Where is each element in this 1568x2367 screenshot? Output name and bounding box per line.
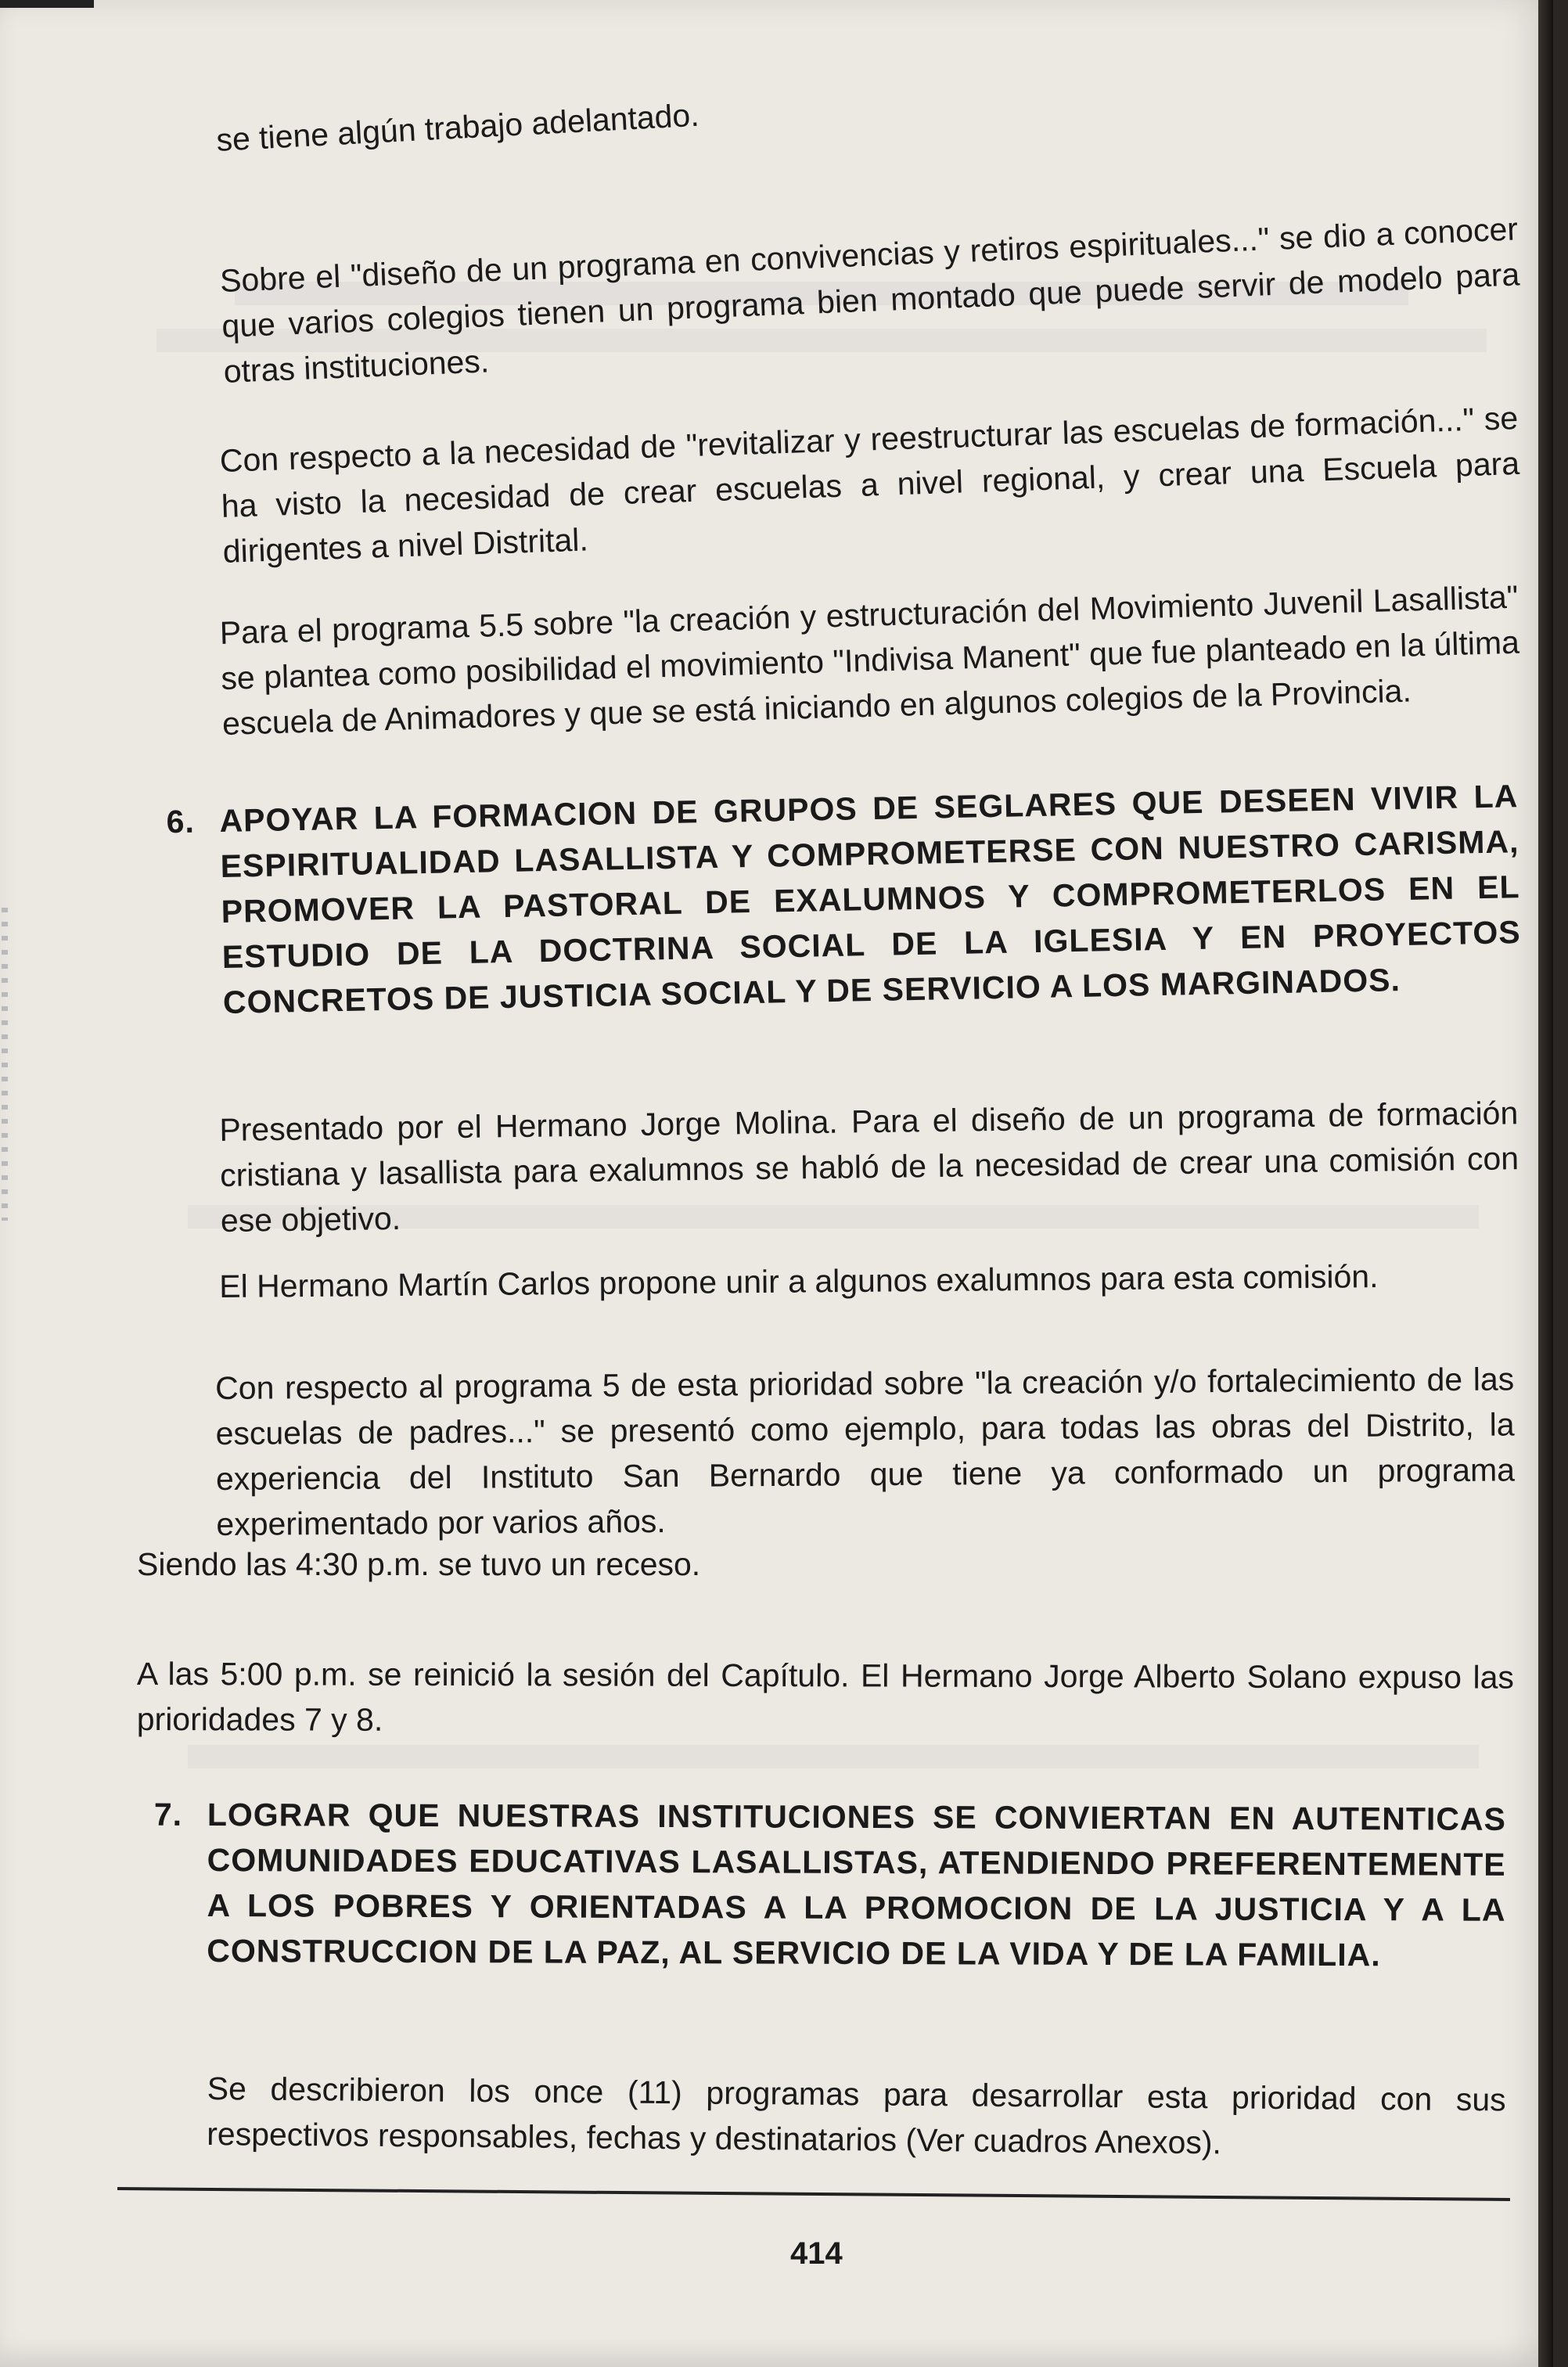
paragraph-text: Siendo las 4:30 p.m. se tuvo un receso. (137, 1546, 701, 1582)
bleed-through-shadow (188, 1745, 1479, 1768)
paragraph-text: Se describieron los once (11) programas para desarrollar esta prioridad con sus respectivos responsables, fechas y destinatarios (Ver cuadros Anexos). (207, 2070, 1506, 2161)
paragraph-text: Para el programa 5.5 sobre "la creación y estructuración del Movimiento Juvenil Lasallista" se plantea como posibilidad el movimiento "Indivisa Manent" que fue planteado en la última escuela de Animadores y que se está iniciando en algunos colegios de la Provincia. (219, 578, 1520, 742)
paragraph-work-in-progress (215, 81, 921, 163)
priority-title: APOYAR LA FORMACION DE GRUPOS DE SEGLARES QUE DESEEN VIVIR LA ESPIRITUALIDAD LASALLISTA Y COMPROMETERSE CON NUESTRO CARISMA, PROMOVER LA PASTORAL DE EXALUMNOS Y COMPROMETERLOS EN EL ESTUDIO DE LA DOCTRINA SOCIAL DE LA IGLESIA Y EN PROYECTOS CONCRETOS DE JUSTICIA SOCIAL Y DE SERVICIO A LOS MARGINADOS. (219, 778, 1522, 1020)
book-spine-edge (1538, 0, 1553, 2367)
page-corner-mark (0, 0, 94, 8)
priority-7-heading (153, 1792, 1506, 1978)
paragraph-programs-described (207, 2066, 1506, 2167)
paragraph-text: El Hermano Martín Carlos propone unir a algunos exalumnos para esta comisión. (219, 1258, 1379, 1304)
paragraph-text: Con respecto a la necesidad de "revitalizar y reestructurar las escuelas de formación..." se ha visto la necesidad de crear escuelas a nivel regional, y crear una Escuela para dirigentes a nivel Distrital. (219, 399, 1520, 570)
paragraph-text: Sobre el "diseño de un programa en convivencias y retiros espirituales..." se dio a conocer que varios colegios tienen un programa bien montado que puede servir de modelo para otras instituciones. (219, 210, 1521, 390)
paragraph-text: Presentado por el Hermano Jorge Molina. Para el diseño de un programa de formación cristiana y lasallista para exalumnos se habló de la necesidad de crear una comisión con ese objetivo. (219, 1095, 1519, 1239)
priority-number: 7. (153, 1796, 183, 1833)
paragraph-text: A las 5:00 p.m. se reinició la sesión del Capítulo. El Hermano Jorge Alberto Solano expuso las prioridades 7 y 8. (136, 1656, 1514, 1738)
footer-rule (117, 2187, 1510, 2201)
paragraph-session-resumed (137, 1651, 1514, 1746)
paragraph-alumni-program (219, 1090, 1519, 1243)
page-number: 414 (790, 2236, 843, 2271)
paragraph-commission (219, 1253, 1518, 1309)
priority-title: LOGRAR QUE NUESTRAS INSTITUCIONES SE CONVIERTAN EN AUTENTICAS COMUNIDADES EDUCATIVAS LASALLISTAS, ATENDIENDO PREFERENTEMENTE A LOS POBRES Y ORIENTADAS A LA PROMOCION DE LA JUSTICIA Y A LA CONSTRUCCION DE LA PAZ, AL SERVICIO DE LA VIDA Y DE LA FAMILIA. (207, 1797, 1506, 1973)
priority-6-heading (166, 773, 1522, 1025)
paragraph-text: se tiene algún trabajo adelantado. (215, 96, 700, 158)
paragraph-text: Con respecto al programa 5 de esta prioridad sobre "la creación y/o fortalecimiento de las escuelas de padres..." se presentó como ejemplo, para todas las obras del Distrito, la experiencia del Instituto San Bernardo que tiene ya conformado un programa experimentado por varios años. (215, 1361, 1516, 1542)
paragraph-parents-school (215, 1356, 1516, 1547)
paragraph-recess (137, 1541, 1076, 1587)
paragraph-schools (219, 395, 1522, 574)
priority-number: 6. (166, 803, 196, 840)
paragraph-youth-movement (219, 574, 1521, 746)
paragraph-retreats (219, 206, 1523, 394)
left-margin-marks (2, 908, 8, 1221)
